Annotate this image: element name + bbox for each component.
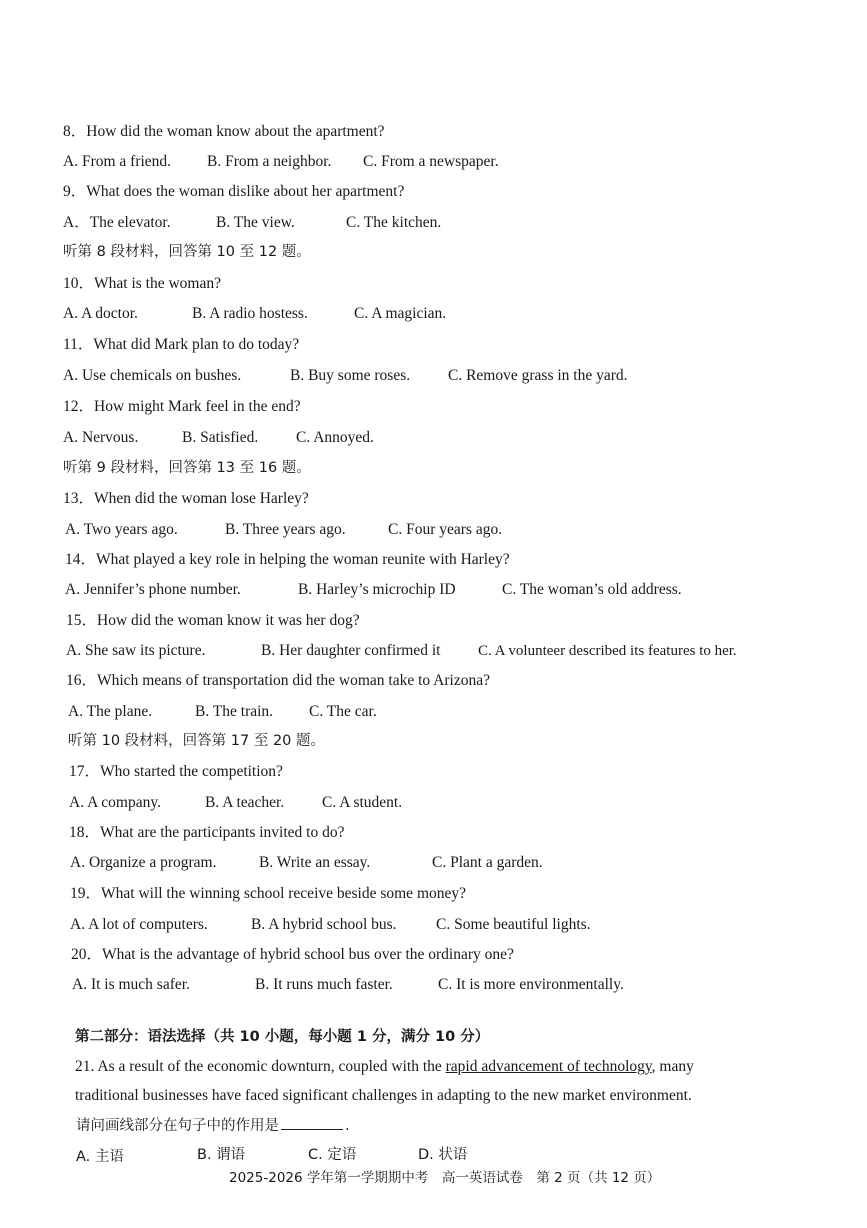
answer-blank[interactable] xyxy=(281,1115,343,1130)
question-12-option-b: B. Satisfied. xyxy=(182,429,259,446)
question-16-stem: 16．Which means of transportation did the woman take to Arizona? xyxy=(66,672,490,689)
question-11-option-c: C. Remove grass in the yard. xyxy=(448,367,628,384)
question-12-option-c: C. Annoyed. xyxy=(296,429,374,446)
question-21-text-after: , many xyxy=(651,1058,694,1075)
question-12-stem: 12．How might Mark feel in the end? xyxy=(63,398,301,415)
section-8-instruction: 听第 8 段材料，回答第 10 至 12 题。 xyxy=(63,244,311,260)
question-18-option-c: C. Plant a garden. xyxy=(432,854,543,871)
question-21-option-b: B. 谓语 xyxy=(197,1147,246,1163)
question-15-option-c: C. A volunteer described its features to her. xyxy=(478,643,737,659)
question-15-stem: 15．How did the woman know it was her dog? xyxy=(66,612,360,629)
question-17-option-c: C. A student. xyxy=(322,794,403,811)
question-14-option-a: A. Jennifer’s phone number. xyxy=(65,581,241,598)
question-16-option-c: C. The car. xyxy=(309,703,377,720)
question-9-option-b: B. The view. xyxy=(216,214,295,231)
question-15-option-b: B. Her daughter confirmed it xyxy=(261,642,441,659)
question-20-stem: 20．What is the advantage of hybrid school bus over the ordinary one? xyxy=(71,946,514,963)
part-2-heading: 第二部分：语法选择（共 10 小题，每小题 1 分，满分 10 分） xyxy=(75,1029,490,1045)
question-14-stem: 14．What played a key role in helping the woman reunite with Harley? xyxy=(65,551,510,568)
question-17-option-a: A. A company. xyxy=(69,794,161,811)
question-10-stem: 10．What is the woman? xyxy=(63,275,221,292)
question-18-stem: 18．What are the participants invited to do? xyxy=(69,824,345,841)
question-8-option-c: C. From a newspaper. xyxy=(363,153,499,170)
section-9-instruction: 听第 9 段材料，回答第 13 至 16 题。 xyxy=(63,460,311,476)
question-8-option-a: A. From a friend. xyxy=(63,153,172,170)
question-8-stem: 8．How did the woman know about the apartment? xyxy=(63,123,385,140)
section-10-instruction: 听第 10 段材料，回答第 17 至 20 题。 xyxy=(68,733,326,749)
question-18-option-a: A. Organize a program. xyxy=(70,854,217,871)
question-21-underlined-phrase: rapid advancement of technology xyxy=(445,1058,652,1075)
question-10-option-c: C. A magician. xyxy=(354,305,447,322)
question-21-text-before: 21. As a result of the economic downturn, coupled with the xyxy=(75,1058,446,1075)
question-11-option-b: B. Buy some roses. xyxy=(290,367,411,384)
question-14-option-c: C. The woman’s old address. xyxy=(502,581,682,598)
question-17-option-b: B. A teacher. xyxy=(205,794,285,811)
question-21-option-d: D. 状语 xyxy=(418,1147,468,1163)
question-21-prompt-end: . xyxy=(345,1118,350,1134)
question-10-option-b: B. A radio hostess. xyxy=(192,305,308,322)
question-13-option-a: A. Two years ago. xyxy=(65,521,178,538)
question-19-option-b: B. A hybrid school bus. xyxy=(251,916,397,933)
question-13-option-b: B. Three years ago. xyxy=(225,521,346,538)
question-9-option-a: A．The elevator. xyxy=(63,214,171,231)
question-16-option-b: B. The train. xyxy=(195,703,274,720)
question-13-stem: 13．When did the woman lose Harley? xyxy=(63,490,309,507)
question-8-option-b: B. From a neighbor. xyxy=(207,153,332,170)
question-20-option-a: A. It is much safer. xyxy=(72,976,190,993)
question-19-option-a: A. A lot of computers. xyxy=(70,916,208,933)
question-14-option-b: B. Harley’s microchip ID xyxy=(298,581,456,598)
question-21-line-1 xyxy=(75,1057,694,1077)
question-17-stem: 17．Who started the competition? xyxy=(69,763,283,780)
question-19-option-c: C. Some beautiful lights. xyxy=(436,916,591,933)
question-11-option-a: A. Use chemicals on bushes. xyxy=(63,367,242,384)
question-10-option-a: A. A doctor. xyxy=(63,305,138,322)
question-9-option-c: C. The kitchen. xyxy=(346,214,442,231)
question-21-option-c: C. 定语 xyxy=(308,1147,357,1163)
question-11-stem: 11．What did Mark plan to do today? xyxy=(63,336,300,353)
question-20-option-c: C. It is more environmentally. xyxy=(438,976,624,993)
question-21-prompt xyxy=(76,1115,350,1136)
question-18-option-b: B. Write an essay. xyxy=(259,854,371,871)
question-21-line-2: traditional businesses have faced significant challenges in adapting to the new market environment. xyxy=(75,1087,692,1104)
question-19-stem: 19．What will the winning school receive beside some money? xyxy=(70,885,467,902)
question-9-stem: 9．What does the woman dislike about her apartment? xyxy=(63,183,405,200)
question-15-option-a: A. She saw its picture. xyxy=(66,642,206,659)
question-12-option-a: A. Nervous. xyxy=(63,429,139,446)
page-footer: 2025-2026 学年第一学期期中考 高一英语试卷 第 2 页（共 12 页） xyxy=(229,1170,661,1186)
question-21-prompt-text: 请问画线部分在句子中的作用是 xyxy=(76,1118,279,1134)
question-16-option-a: A. The plane. xyxy=(68,703,153,720)
question-13-option-c: C. Four years ago. xyxy=(388,521,503,538)
question-21-option-a: A. 主语 xyxy=(76,1149,124,1165)
question-20-option-b: B. It runs much faster. xyxy=(255,976,393,993)
